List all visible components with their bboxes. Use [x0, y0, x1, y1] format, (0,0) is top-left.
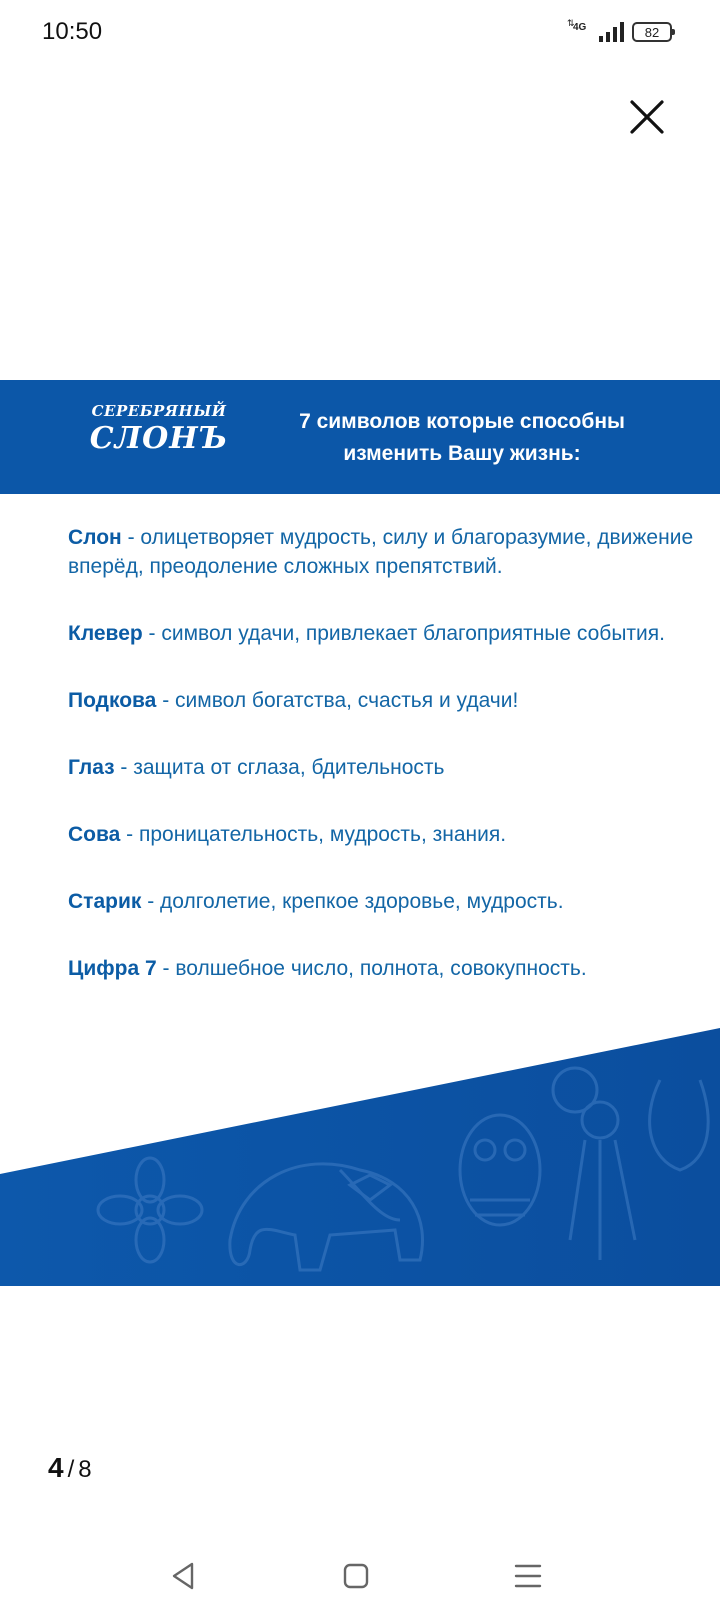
symbol-name: Глаз [68, 756, 115, 779]
page-current: 4 [48, 1452, 64, 1483]
symbol-name: Клевер [68, 622, 143, 645]
symbol-item [68, 523, 698, 581]
symbol-desc: - долголетие, крепкое здоровье, мудрость. [141, 890, 564, 913]
slide-image[interactable] [0, 380, 720, 1286]
slide-title: 7 символов которые способны изменить Вашу жизнь: [299, 410, 625, 465]
status-icons [567, 16, 672, 48]
logo-line1: СЕРЕБРЯНЫЙ [91, 402, 227, 420]
symbol-desc: - символ удачи, привлекает благоприятные события. [142, 622, 665, 645]
network-type: 4G [573, 22, 587, 33]
symbol-desc: - символ богатства, счастья и удачи! [156, 689, 519, 712]
home-button[interactable] [334, 1554, 378, 1598]
system-nav-bar [0, 1540, 720, 1612]
status-time: 10:50 [42, 18, 103, 45]
page-counter [48, 1452, 92, 1484]
symbol-desc: - волшебное число, полнота, совокупность. [156, 957, 587, 980]
symbol-item [68, 686, 698, 715]
symbol-name: Цифра 7 [68, 957, 157, 980]
symbol-name: Слон [68, 526, 122, 549]
recents-button[interactable] [506, 1554, 550, 1598]
back-button[interactable] [162, 1554, 206, 1598]
symbol-name: Сова [68, 823, 121, 846]
close-button[interactable] [626, 96, 668, 138]
symbol-desc: - олицетворяет мудрость, силу и благоразумие, движение вперёд, преодоление сложных препятствий. [68, 526, 694, 578]
network-4g-icon: ⇅ 4G [567, 19, 587, 33]
status-bar [0, 0, 720, 64]
page-separator: / [67, 1456, 75, 1483]
symbol-item [68, 820, 698, 849]
symbol-item [68, 753, 698, 782]
symbols-list [68, 523, 698, 1021]
symbol-desc: - проницательность, мудрость, знания. [120, 823, 507, 846]
symbol-item [68, 954, 698, 983]
symbol-desc: - защита от сглаза, бдительность [114, 756, 445, 779]
battery-level: 82 [644, 24, 660, 40]
brand-logo [84, 402, 234, 456]
symbol-item [68, 619, 698, 648]
page-total: 8 [78, 1456, 92, 1483]
signal-icon [599, 22, 624, 42]
menu-lines-icon [506, 1554, 550, 1598]
battery-icon [632, 22, 672, 42]
symbol-name: Старик [68, 890, 142, 913]
back-triangle-icon [162, 1554, 206, 1598]
symbol-item [68, 887, 698, 916]
slide-header [0, 380, 720, 494]
logo-line2: СЛОНЪ [89, 421, 229, 456]
close-icon [626, 96, 668, 138]
symbol-name: Подкова [68, 689, 157, 712]
home-square-icon [334, 1554, 378, 1598]
